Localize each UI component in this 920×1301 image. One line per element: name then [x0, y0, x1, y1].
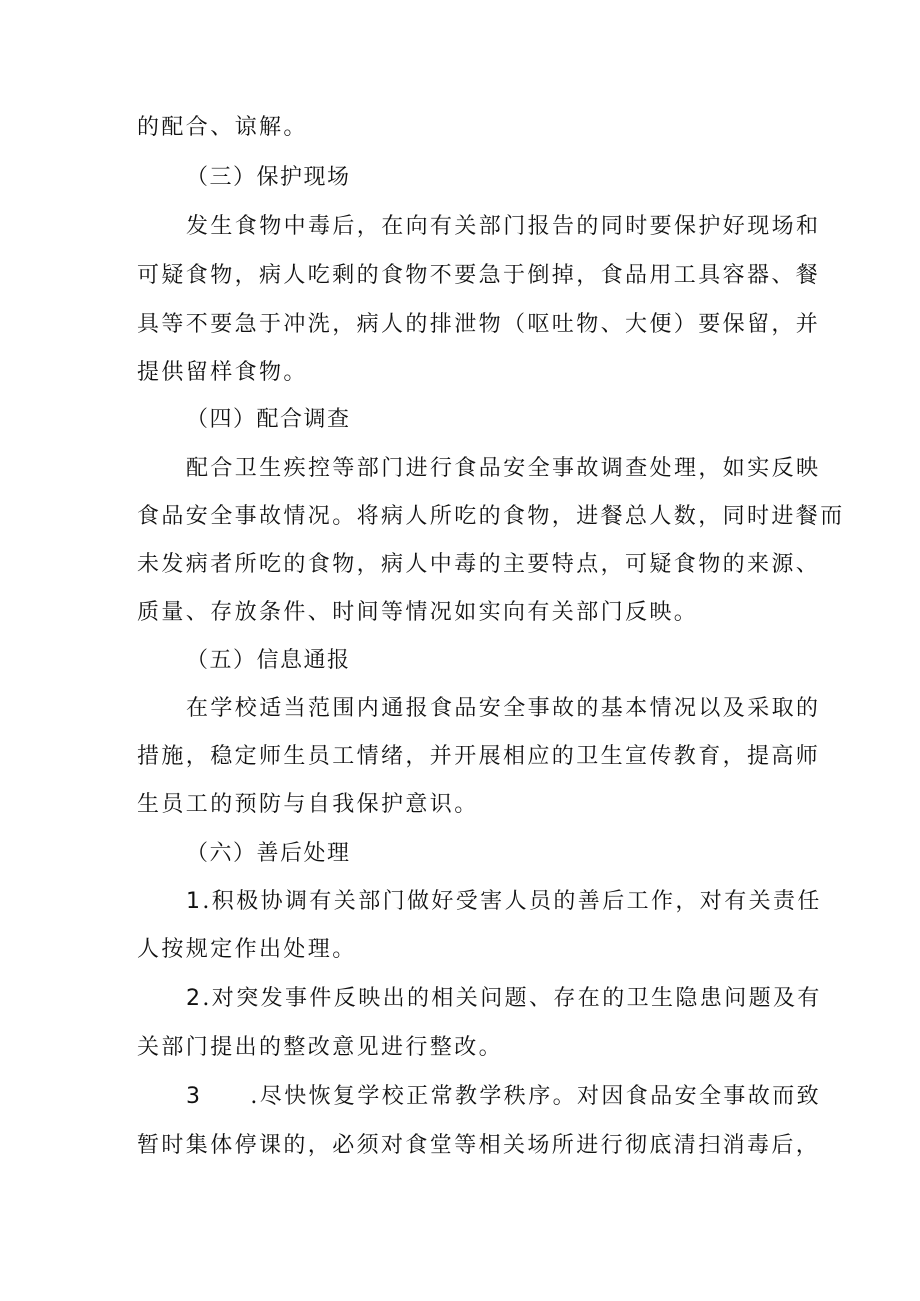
paragraph-line: 关部门提出的整改意见进行整改。 [137, 1035, 504, 1060]
section-heading-6: （六）善后处理 [186, 841, 351, 866]
list-item-text: .对突发事件反映出的相关问题、存在的卫生隐患问题及有 [202, 986, 822, 1011]
list-number: 1 [186, 889, 203, 914]
paragraph-line: 暂时集体停课的，必须对食堂等相关场所进行彻底清扫消毒后， [137, 1133, 821, 1158]
list-item-text: .积极协调有关部门做好受害人员的善后工作，对有关责任 [202, 889, 822, 914]
paragraph-line: 发生食物中毒后，在向有关部门报告的同时要保护好现场和 [186, 214, 821, 239]
paragraph-line: 配合卫生疾控等部门进行食品安全事故调查处理，如实反映 [186, 456, 821, 481]
paragraph-line: 在学校适当范围内通报食品安全事故的基本情况以及采取的 [186, 696, 821, 721]
section-heading-5: （五）信息通报 [186, 648, 351, 673]
paragraph-line: 具等不要急于冲洗，病人的排泄物（呕吐物、大便）要保留，并 [137, 312, 821, 337]
paragraph-line: 质量、存放条件、时间等情况如实向有关部门反映。 [137, 600, 699, 625]
list-item-3 [186, 1083, 821, 1111]
list-item-2 [186, 985, 822, 1013]
list-item-text: .尽快恢复学校正常教学秩序。对因食品安全事故而致 [250, 1084, 822, 1109]
section-heading-3: （三）保护现场 [186, 165, 351, 190]
list-number: 2 [186, 986, 203, 1011]
paragraph-line: 人按规定作出处理。 [137, 937, 357, 962]
paragraph-line: 未发病者所吃的食物，病人中毒的主要特点，可疑食物的来源、 [137, 552, 821, 577]
list-number: 3 [186, 1084, 203, 1109]
paragraph-line: 食品安全事故情况。将病人所吃的食物，进餐总人数，同时进餐而 [137, 504, 845, 529]
list-item-1 [186, 888, 822, 916]
section-heading-4: （四）配合调查 [186, 407, 351, 432]
paragraph-line: 可疑食物，病人吃剩的食物不要急于倒掉，食品用工具容器、餐 [137, 263, 821, 288]
paragraph-line: 提供留样食物。 [137, 360, 308, 385]
paragraph-line: 生员工的预防与自我保护意识。 [137, 792, 479, 817]
paragraph-line: 措施，稳定师生员工情绪，并开展相应的卫生宣传教育，提高师 [137, 744, 821, 769]
paragraph-line: 的配合、谅解。 [137, 115, 308, 140]
